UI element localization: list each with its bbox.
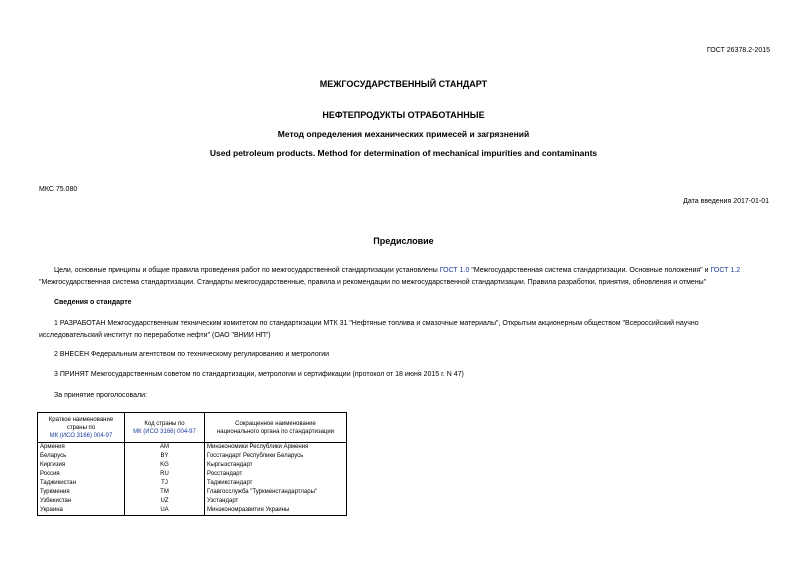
standard-info-heading: Сведения о стандарте [54, 299, 132, 306]
body-cell: Минэкономики Республики Армения [205, 443, 347, 453]
preface-paragraph-line1 [54, 267, 740, 274]
voted-label: За принятие проголосовали: [54, 392, 147, 399]
mk-iso-link[interactable]: МК (ИСО 3166) 004-97 [133, 428, 196, 435]
gost-1-2-link[interactable]: ГОСТ 1.2 [710, 267, 741, 274]
col-code-header [125, 413, 205, 443]
table-row [38, 497, 347, 506]
paragraph-text: "Межгосударственная система стандартизации. Основные положения" и [469, 267, 711, 274]
body-cell: Узстандарт [205, 497, 347, 506]
country-cell: Россия [38, 470, 125, 479]
country-cell: Туркмения [38, 488, 125, 497]
table-header-row [38, 413, 347, 443]
body-cell: Кыргызстандарт [205, 461, 347, 470]
country-cell: Армения [38, 443, 125, 453]
body-cell: Минэкономразвития Украины [205, 506, 347, 516]
preface-paragraph-line2: "Межгосударственная система стандартизации. Стандарты межгосударственные, правила и рекомендации по межгосударственной стандартизации. Правила разработки, принятия, обновления и отмены" [39, 279, 707, 286]
header-text: национального органа по стандартизации [216, 428, 335, 435]
body-cell: Таджикстандарт [205, 479, 347, 488]
standard-title: МЕЖГОСУДАРСТВЕННЫЙ СТАНДАРТ [319, 79, 488, 89]
country-cell: Таджикистан [38, 479, 125, 488]
item3-text: 3 ПРИНЯТ Межгосударственным советом по стандартизации, метрологии и сертификации (протокол от 18 июня 2015 г. N 47) [54, 371, 464, 378]
body-cell: Госстандарт Республики Беларусь [205, 452, 347, 461]
code-cell: TM [125, 488, 205, 497]
table-row [38, 452, 347, 461]
country-cell: Украина [38, 506, 125, 516]
table-row [38, 479, 347, 488]
table-row [38, 461, 347, 470]
gost-1-0-link[interactable]: ГОСТ 1.0 [439, 267, 470, 274]
voting-countries-table [37, 412, 347, 516]
effective-date: Дата введения 2017-01-01 [683, 198, 769, 205]
country-cell: Киргизия [38, 461, 125, 470]
header-text: страны по [66, 424, 96, 431]
code-cell: BY [125, 452, 205, 461]
code-cell: TJ [125, 479, 205, 488]
header-text: Сокращенное наименование [235, 420, 316, 427]
body-cell: Росстандарт [205, 470, 347, 479]
method-title-en: Used petroleum products. Method for determination of mechanical impurities and contaminants [209, 148, 598, 158]
mk-iso-link[interactable]: МК (ИСО 3166) 004-97 [49, 432, 113, 439]
code-cell: UA [125, 506, 205, 516]
code-cell: AM [125, 443, 205, 453]
col-country-header [38, 413, 125, 443]
item1-line2: исследовательский институт по переработке нефти" (ОАО "ВНИИ НП") [39, 332, 271, 339]
mks-code: МКС 75.080 [39, 186, 78, 193]
method-title-ru: Метод определения механических примесей и загрязнений [277, 129, 530, 139]
table-row [38, 470, 347, 479]
body-cell: Главгосслужба "Туркменстандартлары" [205, 488, 347, 497]
item1-line1: 1 РАЗРАБОТАН Межгосударственным техническим комитетом по стандартизации МТК 31 "Нефтяные топлива и смазочные материалы", Открытым акционерным обществом "Всероссийский научно [54, 320, 699, 327]
table-row [38, 488, 347, 497]
header-text: Краткое наименование [48, 416, 114, 423]
code-cell: UZ [125, 497, 205, 506]
preface-title: Предисловие [373, 236, 434, 246]
product-title: НЕФТЕПРОДУКТЫ ОТРАБОТАННЫЕ [322, 110, 485, 120]
header-text: Код страны по [144, 420, 185, 427]
code-cell: KG [125, 461, 205, 470]
country-cell: Узбекистан [38, 497, 125, 506]
item2-text: 2 ВНЕСЕН Федеральным агентством по техническому регулированию и метрологии [54, 351, 330, 358]
table-row [38, 506, 347, 516]
country-cell: Беларусь [38, 452, 125, 461]
paragraph-text: Цели, основные принципы и общие правила проведения работ по межгосударственной стандартизации установлены [54, 267, 440, 274]
table-row [38, 443, 347, 453]
col-body-header [205, 413, 347, 443]
document-code: ГОСТ 26378.2-2015 [706, 47, 770, 54]
code-cell: RU [125, 470, 205, 479]
